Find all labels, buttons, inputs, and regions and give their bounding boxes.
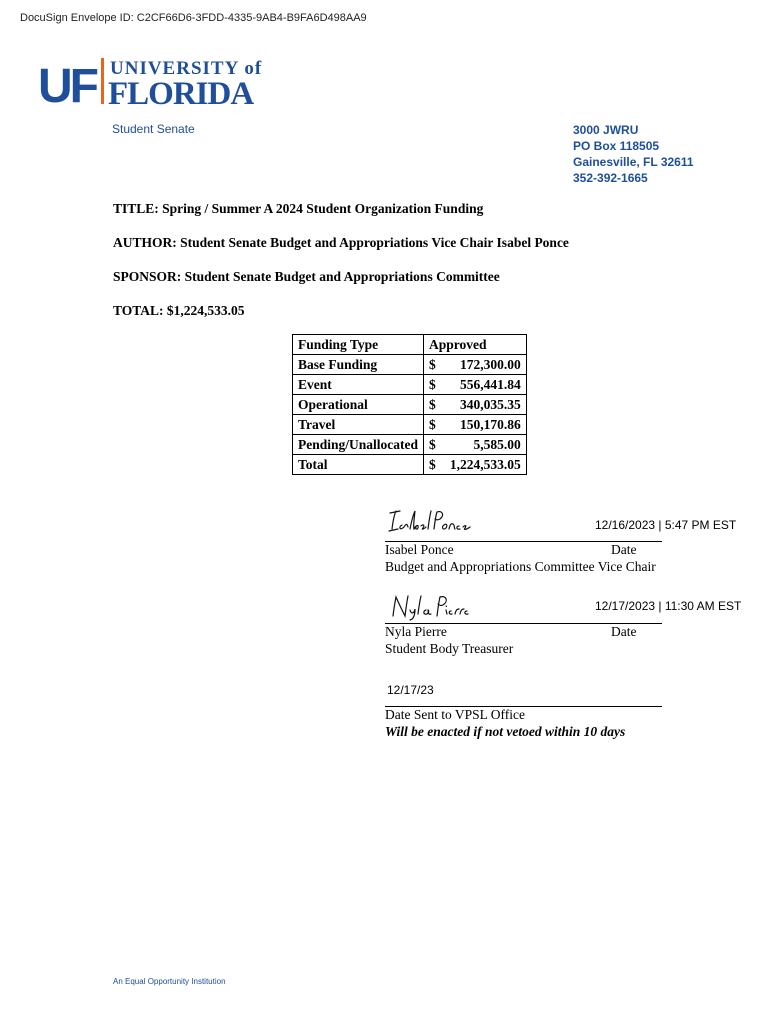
sponsor-field: SPONSOR: Student Senate Budget and Appropriations Committee [113,269,500,284]
approved-amount: 150,170.86 [436,415,527,435]
table-header-row [293,335,527,355]
signer-name: Nyla Pierre [385,624,447,639]
signature-nyla-pierre [390,592,470,622]
approved-amount: 340,035.35 [436,395,527,415]
table-header: Funding Type [293,335,424,355]
funding-type: Base Funding [293,355,424,375]
uf-logo-line1: UNIVERSITY of [110,58,263,79]
address-phone: 352-392-1665 [573,171,648,185]
address-line: Gainesville, FL 32611 [573,155,694,169]
author-field: AUTHOR: Student Senate Budget and Appropriations Vice Chair Isabel Ponce [113,235,569,250]
vpsl-label: Date Sent to VPSL Office [385,707,525,722]
funding-table [292,334,527,475]
signer-name: Isabel Ponce [385,542,454,557]
currency-symbol: $ [424,415,436,435]
total-field: TOTAL: $1,224,533.05 [113,303,245,318]
funding-type: Event [293,375,424,395]
signer-role: Student Body Treasurer [385,641,514,656]
signed-timestamp: 12/16/2023 | 5:47 PM EST [595,518,737,532]
currency-symbol: $ [424,435,436,455]
table-row [293,415,527,435]
office-address [573,122,694,186]
address-line: PO Box 118505 [573,139,660,153]
signer-role: Budget and Appropriations Committee Vice Chair [385,559,656,574]
table-total-row [293,455,527,475]
enactment-note: Will be enacted if not vetoed within 10 days [385,724,626,739]
approved-amount: 556,441.84 [436,375,527,395]
date-label: Date [611,624,637,639]
signed-timestamp: 12/17/2023 | 11:30 AM EST [595,599,742,613]
currency-symbol: $ [424,395,436,415]
uf-logo-divider [101,58,104,104]
signature-isabel-ponce [388,507,474,535]
table-row [293,395,527,415]
table-header: Approved [424,335,527,355]
vpsl-date: 12/17/23 [387,683,434,697]
table-row [293,355,527,375]
funding-type: Pending/Unallocated [293,435,424,455]
approved-amount: 5,585.00 [436,435,527,455]
table-row [293,435,527,455]
uf-logo [38,56,270,106]
date-label: Date [611,542,637,557]
uf-logo-line2: FLORIDA [108,76,254,106]
table-row [293,375,527,395]
funding-type: Travel [293,415,424,435]
approved-amount: 1,224,533.05 [436,455,527,475]
envelope-id: DocuSign Envelope ID: C2CF66D6-3FDD-4335-9AB4-B9FA6D498AA9 [20,12,367,24]
currency-symbol: $ [424,355,436,375]
funding-type: Operational [293,395,424,415]
uf-logo-mark: UF [38,60,96,106]
funding-type: Total [293,455,424,475]
approved-amount: 172,300.00 [436,355,527,375]
address-line: 3000 JWRU [573,123,639,137]
title-field: TITLE: Spring / Summer A 2024 Student Organization Funding [113,201,484,216]
currency-symbol: $ [424,455,436,475]
office-name: Student Senate [112,122,195,136]
footer-text: An Equal Opportunity Institution [113,977,226,986]
currency-symbol: $ [424,375,436,395]
